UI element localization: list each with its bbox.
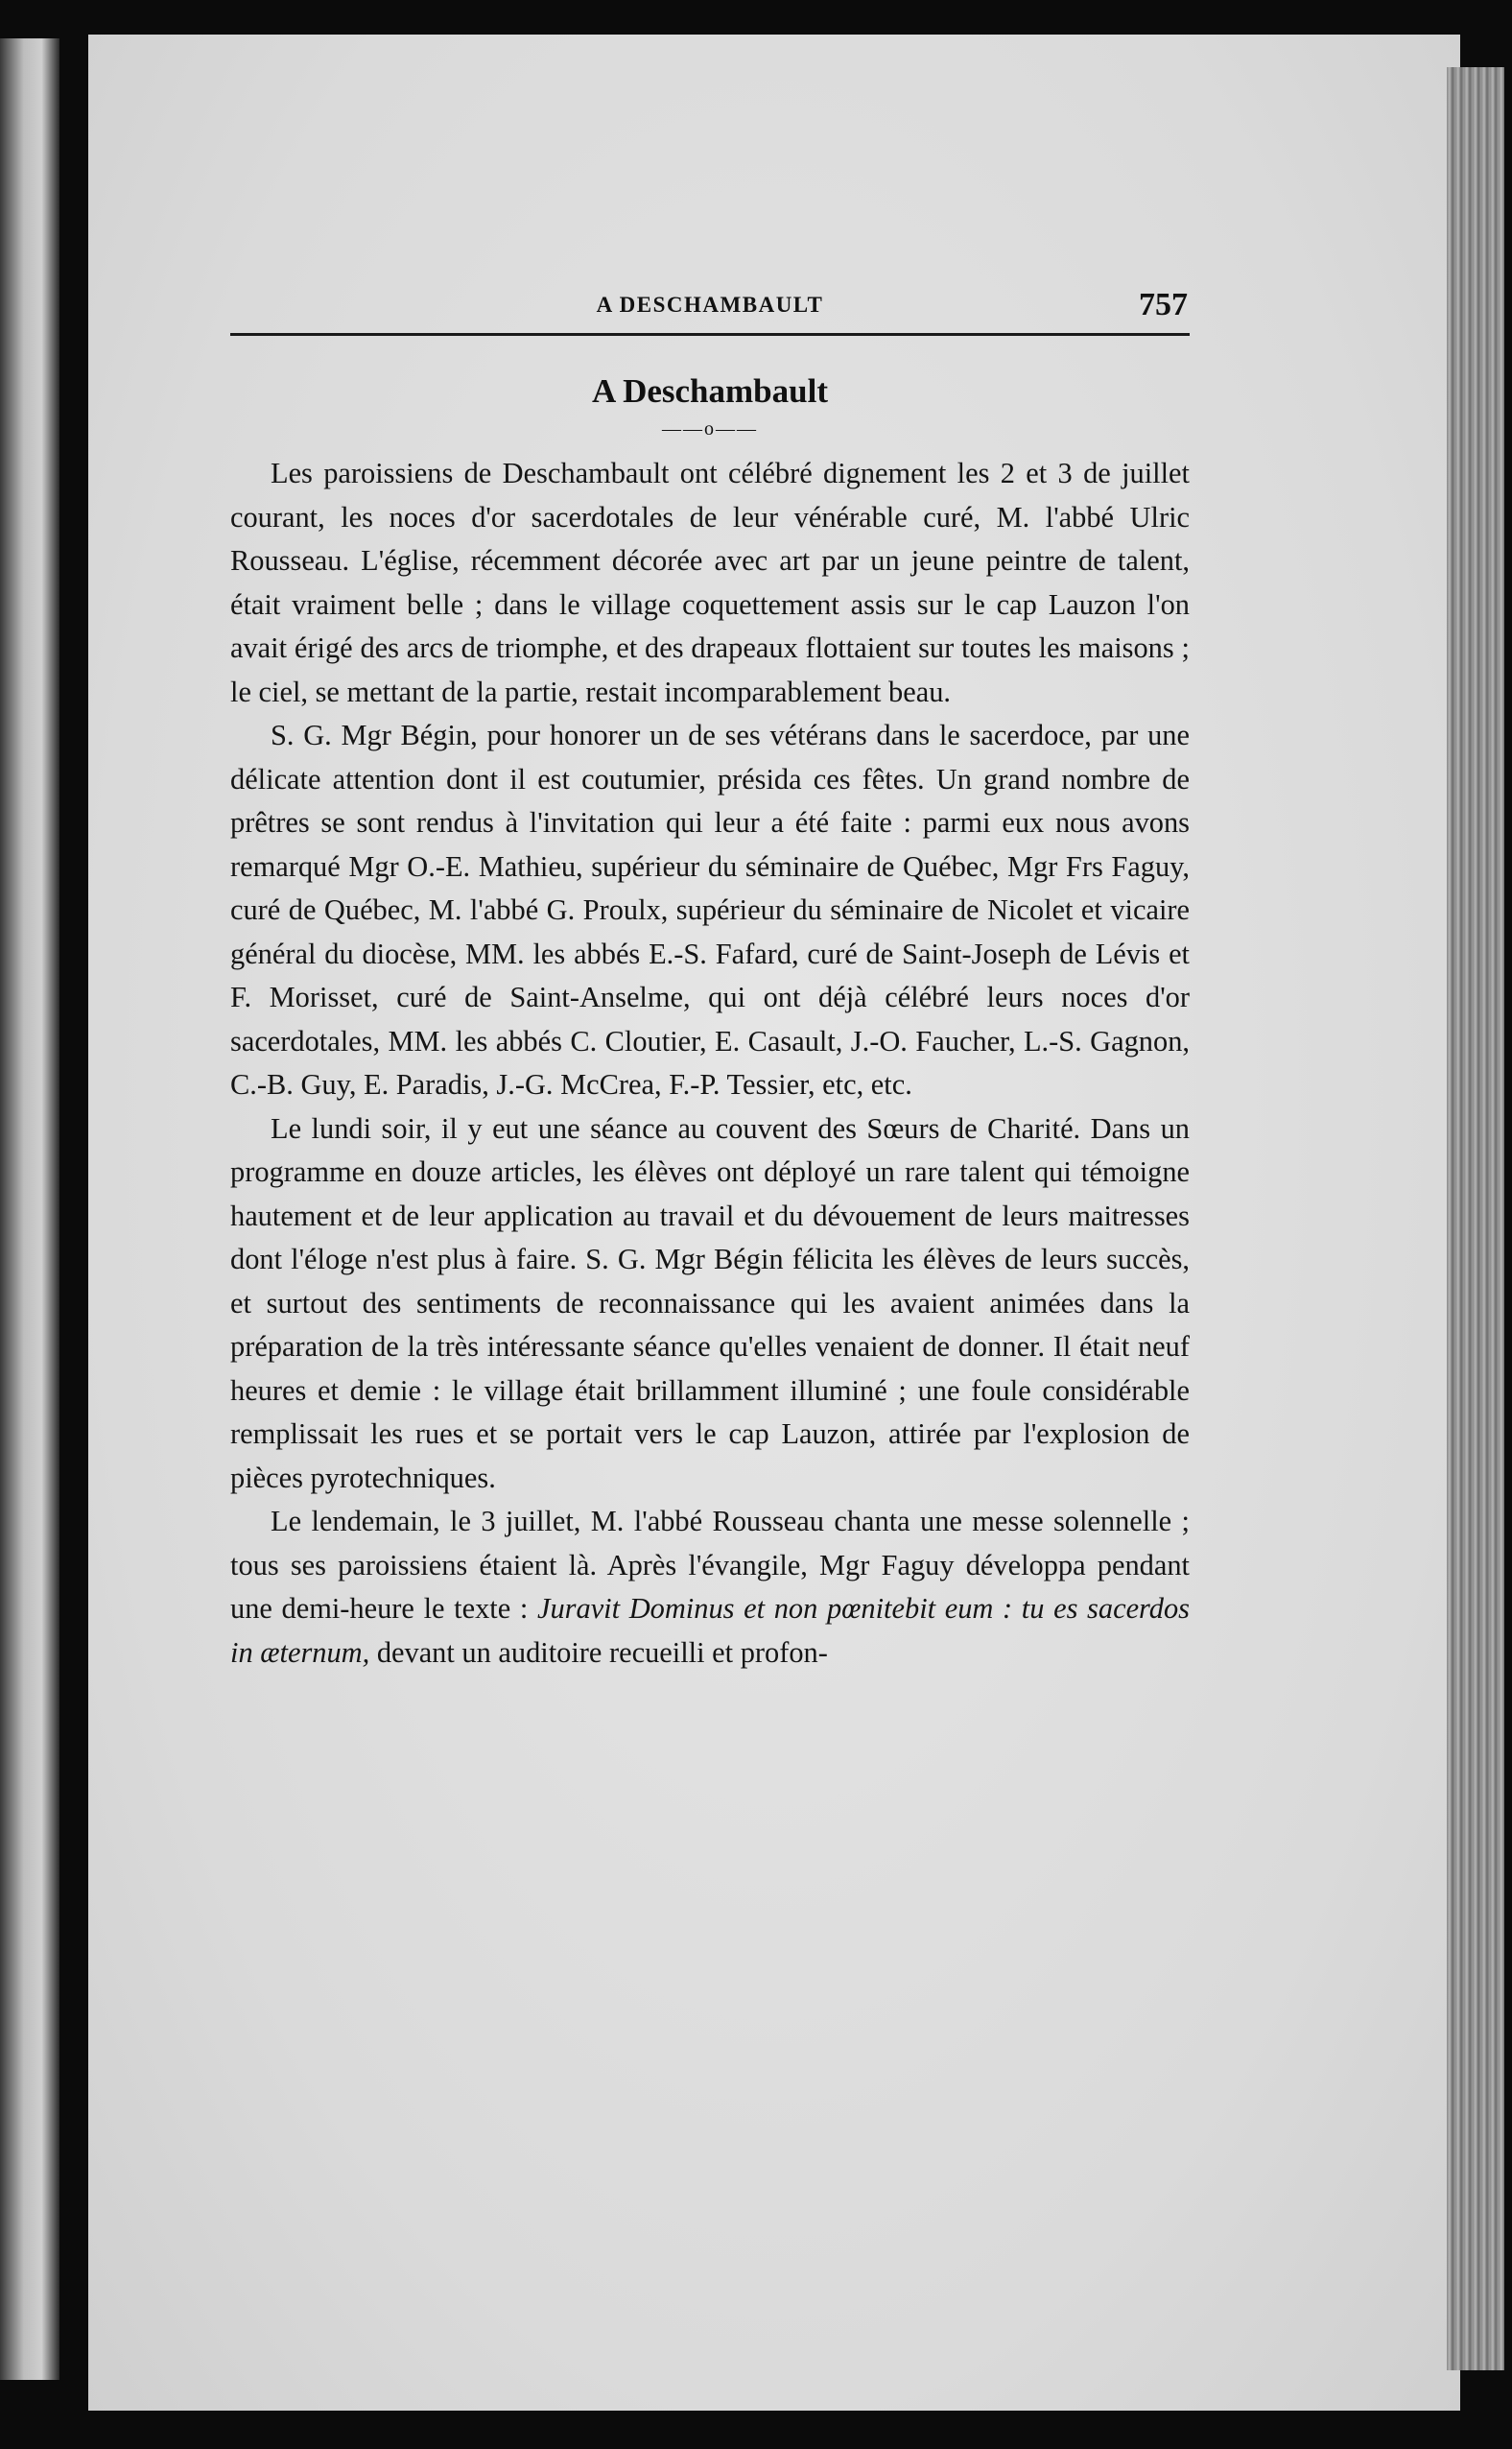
article-title: A Deschambault — [592, 372, 828, 410]
paragraph-2: S. G. Mgr Bégin, pour honorer un de ses vétérans dans le sacerdoce, par une délicate attention dont il est coutumier, présida ces fêtes. Un grand nombre de prêtres se sont rendus à l'invitation qui leur a été faite : parmi eux nous avons remarqué Mgr O.-E. Mathieu, supérieur du séminaire de Québec, Mgr Frs Faguy, curé de Québec, M. l'abbé G. Proulx, supérieur du séminaire de Nicolet et vicaire général du diocèse, MM. les abbés E.-S. Fafard, curé de Saint-Joseph de Lévis et F. Morisset, curé de Saint-Anselme, qui ont déjà célébré leurs noces d'or sacerdotales, MM. les abbés C. Cloutier, E. Casault, J.-O. Faucher, L.-S. Gagnon, C.-B. Guy, E. Paradis, J.-G. McCrea, F.-P. Tessier, etc, etc. — [230, 719, 1190, 1101]
title-ornament: ——o—— — [662, 418, 758, 440]
page-number: 757 — [1139, 287, 1188, 322]
running-title: A DESCHAMBAULT — [596, 293, 824, 317]
facing-page-edge — [0, 38, 59, 2380]
running-header — [230, 283, 1190, 336]
latin-quote: Juravit Dominus et non pœnitebit eum : tu es sacerdos in æternum, — [230, 1592, 1190, 1669]
text-block — [230, 283, 1190, 1675]
paragraph-4-end: devant un auditoire recueilli et profon- — [376, 1635, 828, 1669]
paragraph-4-text: Le lendemain, le 3 juillet, M. l'abbé Rousseau chanta une messe solennelle ; tous ses paroissiens étaient là. Après l'évangile, Mgr Faguy développa pendant une demi-heure le texte : — [230, 1505, 1190, 1625]
paragraph-1: Les paroissiens de Deschambault ont célébré dignement les 2 et 3 de juillet courant, les noces d'or sacerdotales de leur vénérable curé, M. l'abbé Ulric Rousseau. L'église, récemment décorée avec art par un jeune peintre de talent, était vraiment belle ; dans le village coquettement assis sur le cap Lauzon l'on avait érigé des arcs de triomphe, et des drapeaux flottaient sur toutes les maisons ; le ciel, se mettant de la partie, restait incomparablement beau. — [230, 457, 1190, 708]
paragraph-3: Le lundi soir, il y eut une séance au couvent des Sœurs de Charité. Dans un programme en douze articles, les élèves ont déployé un rare talent qui témoigne hautement et de leur application au travail et du dévouement de leurs maitresses dont l'éloge n'est plus à faire. S. G. Mgr Bégin félicita les élèves de leurs succès, et surtout des sentiments de reconnaissance qui les avaient animées dans la préparation de la très intéressante séance qu'elles venaient de donner. Il était neuf heures et demie : le village était brillamment illuminé ; une foule considérable remplissait les rues et se portait vers le cap Lauzon, attirée par l'explosion de pièces pyrotechniques. — [230, 1111, 1190, 1494]
page-stack-edge — [1447, 67, 1504, 2370]
paragraph-4 — [230, 1500, 1190, 1675]
